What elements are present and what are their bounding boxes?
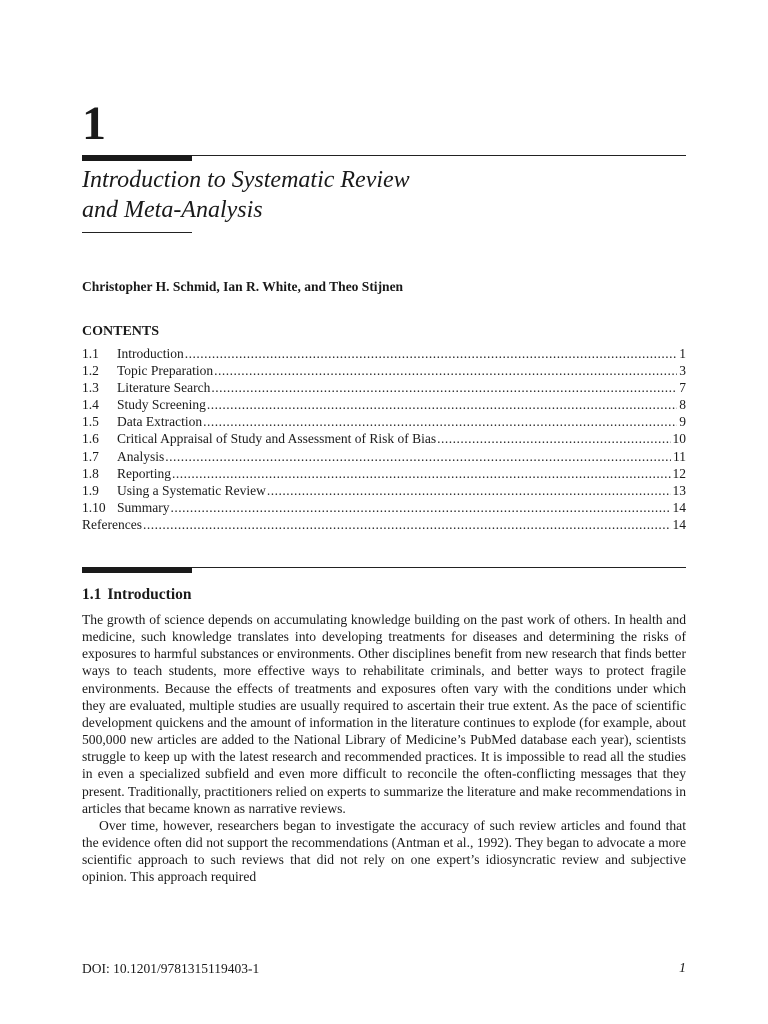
toc-leader-dots (185, 345, 678, 362)
toc-entry[interactable] (82, 448, 686, 465)
body-paragraph-2: Over time, however, researchers began to investigate the accuracy of such review articles and found that the evidence often did not support the recommendations (Antman et al., 1992). They began to advocate a more scientific approach to such reviews that did not rely on one expert’s idiosyncratic review and subjective opinion. This approach required (82, 817, 686, 885)
toc-leader-dots (267, 482, 671, 499)
table-of-contents (82, 345, 686, 533)
toc-entry-title: Literature Search (117, 380, 211, 396)
body-paragraph-1: The growth of science depends on accumulating knowledge building on the past work of others. In health and medicine, such knowledge translates into developing treatments for diseases and determining the risks of exposures to harmful substances or environments. Other disciplines benefit from new research that finds better ways to teach students, more effective ways to rehabilitate criminals, and better ways to protect fragile environments. Because the effects of treatments and exposures often vary with the conditions under which they are evaluated, multiple studies are usually required to ascertain their true extent. As the pace of scientific development quickens and the amount of information in the literature continues to explode (for example, about 500,000 new articles are added to the National Library of Medicine’s PubMed database each year), scientists struggle to keep up with the latest research and recommended practices. It is impossible to read all the studies in even a specialized subfield and even more difficult to reconcile the often-conflicting messages that they present. Traditionally, practitioners relied on experts to summarize the literature and make recommendations in articles that became known as narrative reviews. (82, 612, 686, 816)
toc-entry-page: 8 (679, 397, 686, 413)
chapter-title (82, 165, 410, 225)
toc-leader-dots (143, 516, 671, 533)
toc-entry[interactable] (82, 482, 686, 499)
toc-leader-dots (171, 499, 671, 516)
section-body (82, 611, 686, 886)
toc-leader-dots (437, 430, 670, 447)
toc-entry-number: 1.6 (82, 431, 99, 447)
toc-entry-number: 1.9 (82, 482, 99, 498)
toc-entry-title: Using a Systematic Review (117, 482, 266, 498)
toc-entry-number: 1.2 (82, 363, 99, 379)
title-underline (82, 232, 192, 233)
author-list: Christopher H. Schmid, Ian R. White, and Theo Stijnen (82, 279, 404, 294)
toc-leader-dots (207, 396, 677, 413)
toc-entry-number: 1.1 (82, 346, 99, 361)
toc-entry-page: 9 (679, 414, 686, 430)
toc-entry-number: 1.4 (82, 397, 99, 413)
toc-entry-title: Study Screening (117, 397, 206, 413)
contents-heading: CONTENTS (82, 324, 160, 339)
toc-entry-page: 3 (679, 363, 686, 379)
toc-leader-dots (203, 413, 677, 430)
toc-entry-title: Summary (117, 499, 170, 515)
toc-entry-title: Analysis (117, 448, 165, 464)
toc-entry-number: 1.8 (82, 465, 99, 481)
toc-entry-page: 1 (679, 346, 686, 361)
footer-doi: DOI: 10.1201/9781315119403-1 (82, 961, 260, 976)
chapter-rule-accent (82, 155, 192, 161)
toc-entry-title: References (82, 516, 142, 532)
toc-entry-number: 1.7 (82, 448, 99, 464)
toc-entry-title: Introduction (117, 346, 184, 361)
toc-entry[interactable] (82, 465, 686, 482)
toc-entry-number: 1.3 (82, 380, 99, 396)
toc-entry-number: 1.5 (82, 414, 99, 430)
toc-entry-page: 14 (672, 516, 686, 532)
toc-entry-page: 7 (679, 380, 686, 396)
toc-entry[interactable] (82, 345, 686, 362)
section-heading (82, 585, 192, 605)
toc-entry[interactable] (82, 362, 686, 379)
toc-entry-page: 13 (672, 482, 686, 498)
toc-leader-dots (214, 362, 677, 379)
book-page (82, 0, 686, 1024)
chapter-number: 1 (82, 97, 106, 150)
section-number: 1.1 (82, 586, 102, 603)
toc-leader-dots (211, 379, 677, 396)
toc-entry[interactable] (82, 396, 686, 413)
chapter-title-line2: and Meta-Analysis (82, 197, 263, 223)
toc-entry-page: 11 (673, 448, 686, 464)
footer-page-number: 1 (679, 961, 686, 976)
toc-entry-page: 12 (672, 465, 686, 481)
toc-entry-page: 10 (672, 431, 686, 447)
chapter-title-line1: Introduction to Systematic Review (82, 167, 410, 193)
toc-entry-number: 1.10 (82, 499, 106, 515)
toc-entry-title: Data Extraction (117, 414, 203, 430)
toc-entry[interactable] (82, 413, 686, 430)
toc-entry[interactable] (82, 516, 686, 533)
toc-leader-dots (165, 448, 671, 465)
toc-entry-title: Critical Appraisal of Study and Assessment of Risk of Bias (117, 431, 437, 447)
section-rule-accent (82, 567, 192, 573)
toc-entry[interactable] (82, 499, 686, 516)
toc-leader-dots (172, 465, 671, 482)
toc-entry[interactable] (82, 379, 686, 396)
toc-entry-page: 14 (672, 499, 686, 515)
toc-entry-title: Reporting (117, 465, 171, 481)
section-title: Introduction (107, 586, 192, 603)
toc-entry[interactable] (82, 430, 686, 447)
toc-entry-title: Topic Preparation (117, 363, 214, 379)
